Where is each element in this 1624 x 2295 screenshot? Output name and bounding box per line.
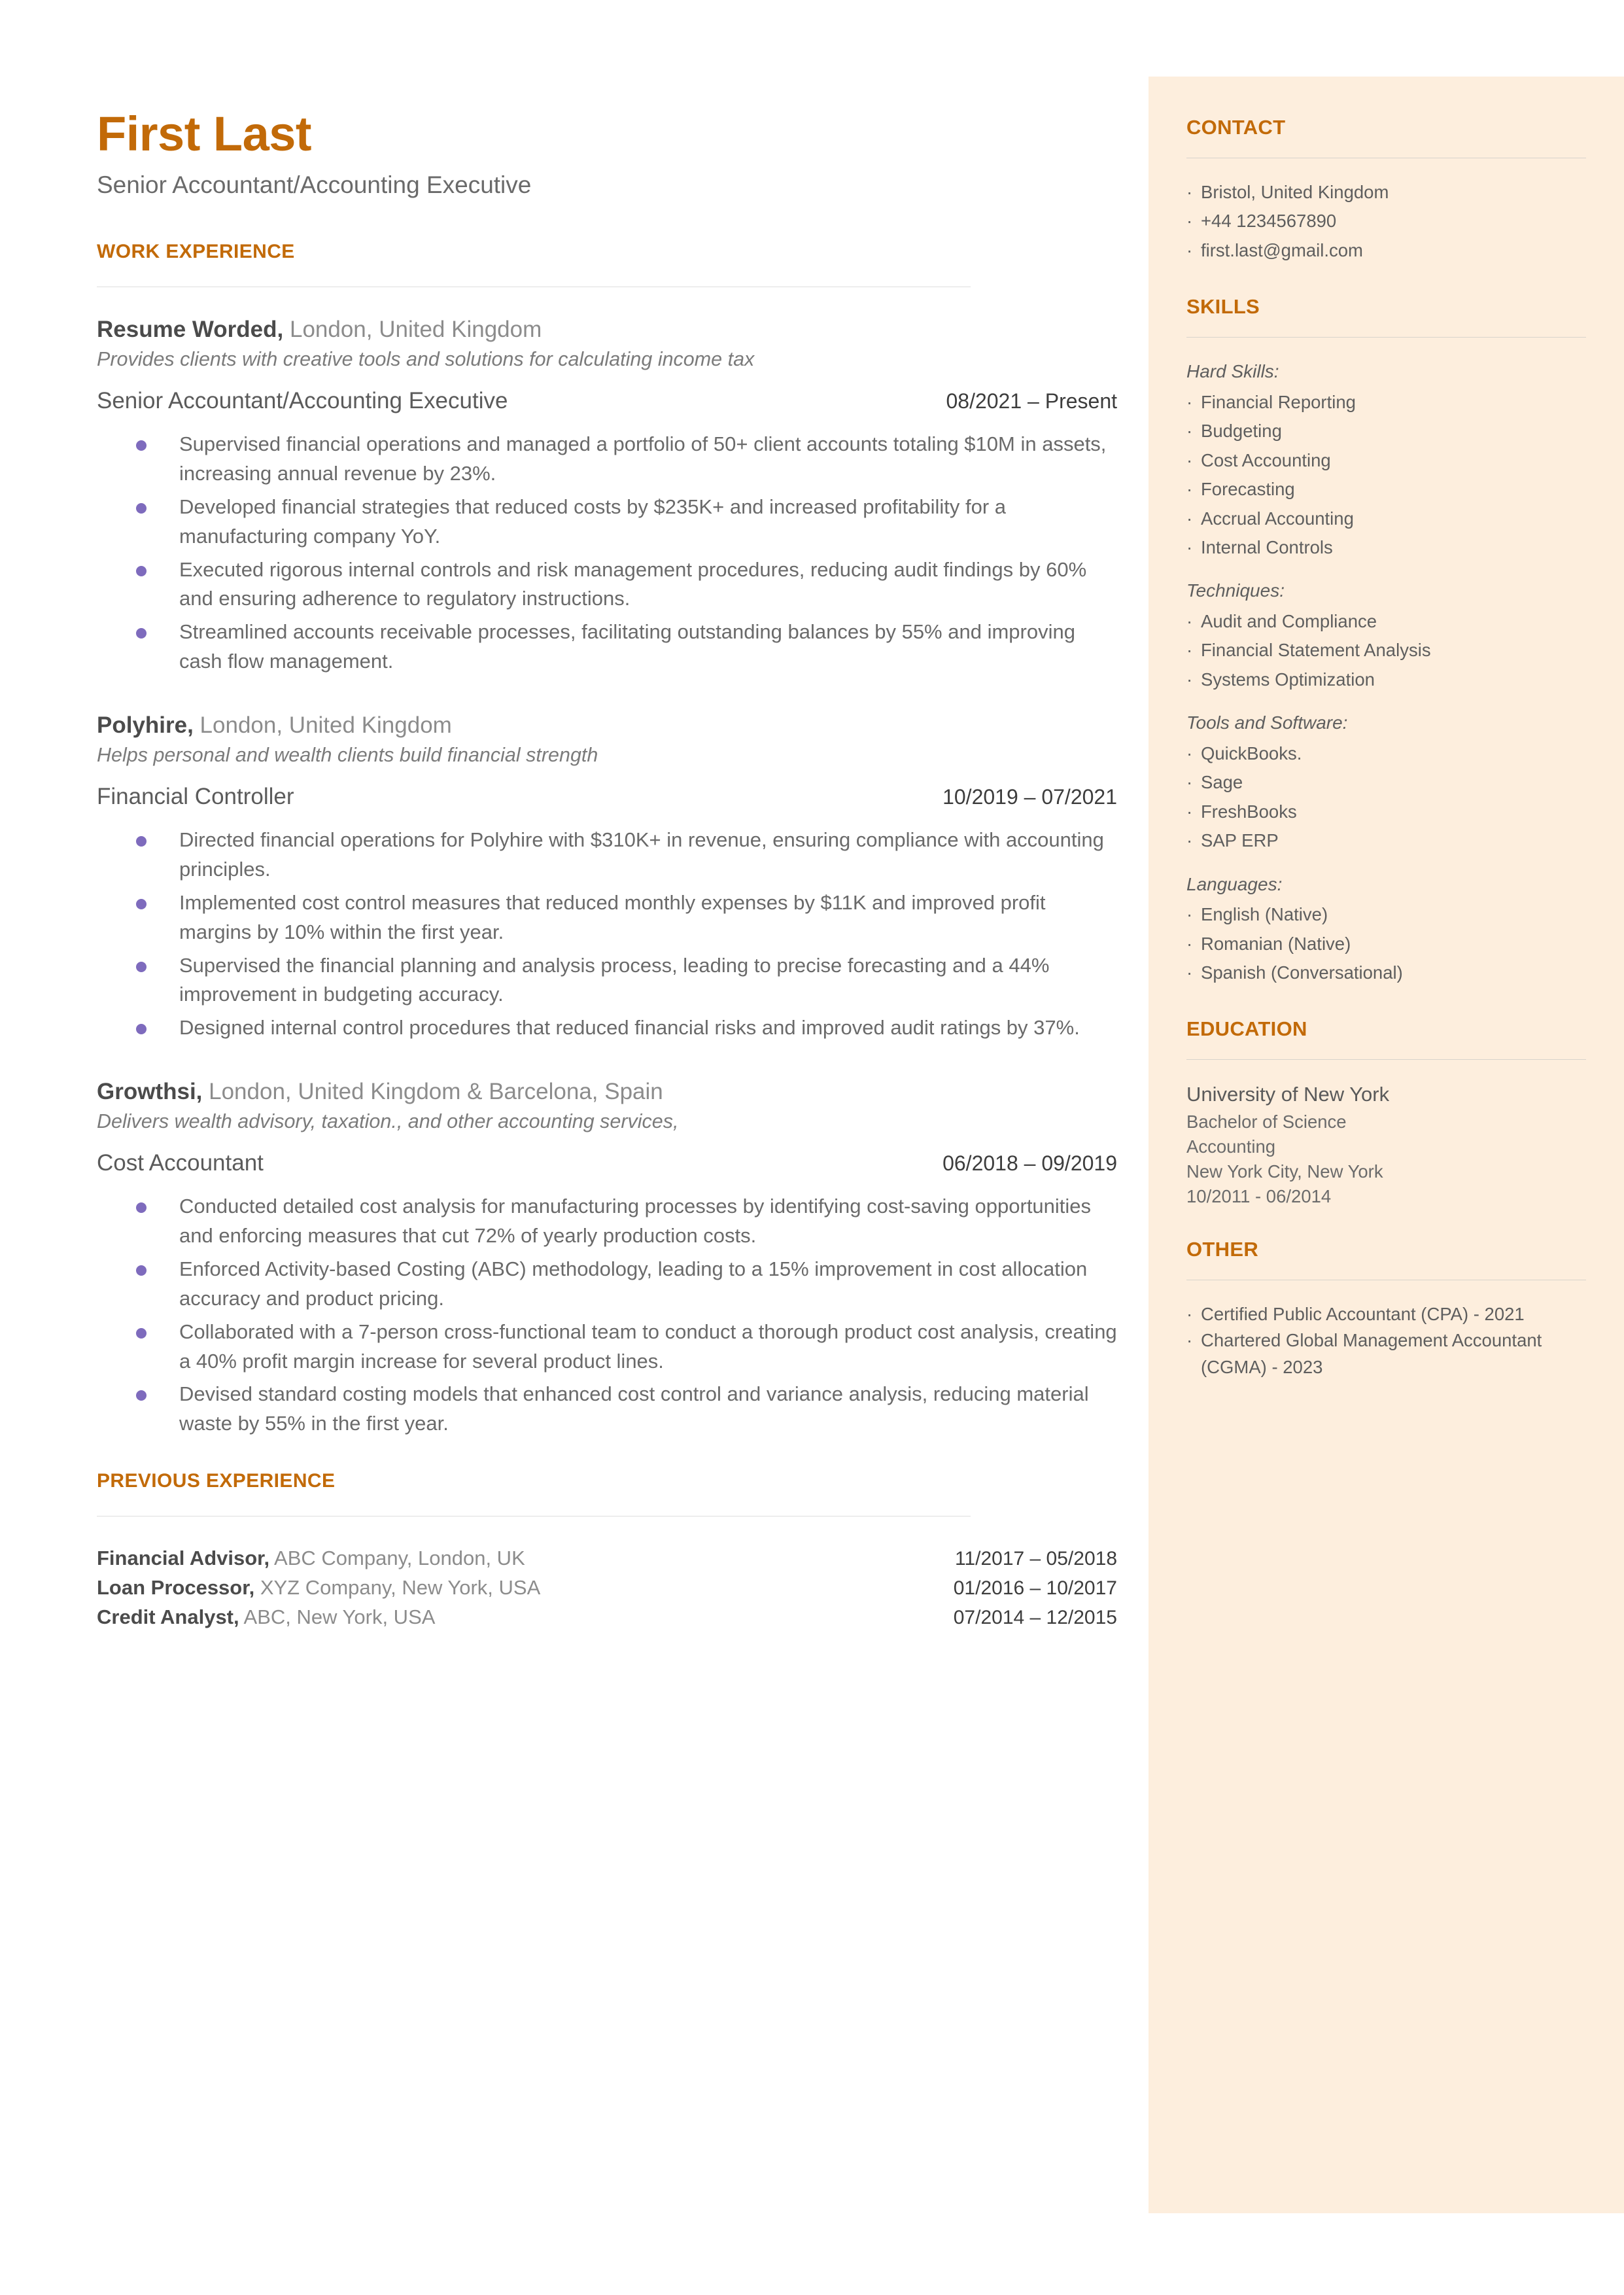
bullet-dot-icon: · — [1186, 640, 1193, 661]
list-item — [1186, 960, 1586, 986]
bullet-dot-icon: · — [1186, 182, 1193, 202]
bullet-dot-icon — [136, 1328, 147, 1339]
education-location: New York City, New York — [1186, 1161, 1383, 1182]
list-item — [97, 1318, 1117, 1376]
list-item — [1186, 476, 1586, 502]
previous-dates: 11/2017 – 05/2018 — [954, 1548, 1117, 1570]
skill-value: Accrual Accounting — [1201, 508, 1354, 529]
skill-value: Audit and Compliance — [1201, 610, 1377, 631]
skill-value: English (Native) — [1201, 904, 1328, 925]
skills-group-label: Hard Skills: — [1186, 361, 1279, 382]
role-dates: 06/2018 – 09/2019 — [942, 1151, 1117, 1176]
candidate-name: First Last — [97, 107, 312, 161]
previous-role: Credit Analyst, ABC, New York, USA — [97, 1605, 436, 1628]
certification-value: Chartered Global Management Accountant (CGMA) - 2023 — [1201, 1330, 1542, 1378]
education-degree: Bachelor of Science — [1186, 1111, 1347, 1132]
skill-value: Romanian (Native) — [1201, 933, 1351, 954]
list-item — [97, 951, 1117, 1010]
sidebar-divider — [1186, 337, 1586, 338]
role-title: Financial Controller — [97, 784, 294, 809]
work-experience-list — [97, 315, 1117, 1439]
bullet-dot-icon — [136, 503, 147, 514]
education-dates: 10/2011 - 06/2014 — [1186, 1185, 1332, 1206]
previous-dates: 01/2016 – 10/2017 — [953, 1577, 1117, 1599]
list-item — [97, 1380, 1117, 1439]
bullet-dot-icon: · — [1186, 421, 1193, 442]
skill-value: Sage — [1201, 772, 1243, 793]
bullet-dot-icon — [136, 1024, 147, 1034]
bullet-dot-icon: · — [1186, 449, 1193, 470]
list-item — [1186, 447, 1586, 474]
role-row — [97, 782, 1117, 811]
list-item — [97, 555, 1117, 614]
bullet-dot-icon: · — [1186, 743, 1193, 763]
candidate-headline: Senior Accountant/Accounting Executive — [97, 171, 532, 198]
sidebar-divider — [1186, 1059, 1586, 1060]
bullet-dot-icon: · — [1186, 904, 1193, 925]
bullet-dot-icon: · — [1186, 211, 1193, 232]
skill-value: QuickBooks. — [1201, 743, 1302, 763]
role-dates: 10/2019 – 07/2021 — [942, 785, 1117, 809]
previous-experience-list — [97, 1544, 1117, 1632]
skill-value: Forecasting — [1201, 479, 1295, 500]
list-item — [97, 826, 1117, 885]
list-item — [97, 888, 1117, 947]
bullet-dot-icon: · — [1186, 610, 1193, 631]
list-item — [97, 430, 1117, 489]
skill-value: FreshBooks — [1201, 801, 1297, 822]
bullet-dot-icon — [136, 1265, 147, 1276]
bullet-dot-icon: · — [1186, 479, 1193, 500]
role-row — [97, 1149, 1117, 1178]
certification-value: Certified Public Accountant (CPA) - 2021 — [1201, 1303, 1525, 1324]
skills-group-label: Languages: — [1186, 873, 1283, 894]
sidebar-heading-education: EDUCATION — [1186, 1017, 1307, 1041]
work-experience-entry — [97, 1077, 1117, 1439]
list-item — [97, 1255, 1117, 1314]
list-item — [1186, 799, 1586, 825]
list-item — [1186, 534, 1586, 561]
bullet-dot-icon — [136, 836, 147, 847]
table-row — [97, 1544, 1117, 1573]
section-heading-work-experience: WORK EXPERIENCE — [97, 241, 295, 263]
skills-group-label: Tools and Software: — [1186, 712, 1348, 733]
company-name: Polyhire, London, United Kingdom — [97, 712, 452, 739]
list-item — [1186, 418, 1586, 444]
company-name: Growthsi, London, United Kingdom & Barcelona, Spain — [97, 1079, 663, 1105]
list-item[interactable] — [1186, 237, 1586, 264]
bullet-dot-icon: · — [1186, 933, 1193, 954]
skill-value: SAP ERP — [1201, 830, 1279, 851]
skill-value: Financial Reporting — [1201, 391, 1356, 412]
education-school: University of New York — [1186, 1083, 1390, 1106]
list-item — [1186, 389, 1586, 415]
sidebar-heading-other: OTHER — [1186, 1237, 1258, 1261]
responsibility-text: Directed financial operations for Polyhire with $310K+ in revenue, ensuring compliance with accounting principles. — [179, 828, 1104, 881]
list-item — [1186, 608, 1586, 635]
bullet-dot-icon — [136, 1202, 147, 1213]
skill-value: Cost Accounting — [1201, 449, 1331, 470]
bullet-dot-icon: · — [1186, 508, 1193, 529]
section-heading-previous-experience: PREVIOUS EXPERIENCE — [97, 1470, 336, 1492]
responsibility-text: Supervised the financial planning and analysis process, leading to precise forecasting and a 44% improvement in budgeting accuracy. — [179, 953, 1050, 1006]
education-field: Accounting — [1186, 1136, 1276, 1157]
work-experience-entry — [97, 315, 1117, 676]
company-name: Resume Worded, London, United Kingdom — [97, 317, 542, 343]
contact-list — [1186, 179, 1586, 264]
skill-value: Budgeting — [1201, 421, 1282, 442]
bullet-dot-icon: · — [1186, 801, 1193, 822]
list-item — [1186, 1301, 1586, 1328]
bullet-dot-icon: · — [1186, 391, 1193, 412]
list-item — [1186, 769, 1586, 796]
contact-value: Bristol, United Kingdom — [1201, 182, 1389, 202]
bullet-dot-icon — [136, 962, 147, 972]
skill-value: Spanish (Conversational) — [1201, 962, 1403, 983]
responsibility-list — [97, 826, 1117, 1043]
list-item — [97, 618, 1117, 676]
sidebar-heading-contact: CONTACT — [1186, 116, 1286, 139]
role-row — [97, 387, 1117, 415]
responsibility-text: Executed rigorous internal controls and risk management procedures, reducing audit findings by 60% and ensuring adherence to regulatory instructions. — [179, 557, 1087, 610]
previous-dates: 07/2014 – 12/2015 — [953, 1606, 1117, 1628]
bullet-dot-icon: · — [1186, 1330, 1193, 1351]
skill-value: Internal Controls — [1201, 536, 1333, 557]
skills-group-label: Techniques: — [1186, 580, 1285, 601]
bullet-dot-icon: · — [1186, 239, 1193, 260]
previous-role: Loan Processor, XYZ Company, New York, USA — [97, 1575, 541, 1599]
list-item — [97, 1192, 1117, 1251]
bullet-dot-icon: · — [1186, 772, 1193, 793]
list-item — [1186, 828, 1586, 854]
list-item — [1186, 902, 1586, 928]
contact-value: +44 1234567890 — [1201, 211, 1337, 232]
list-item[interactable] — [1186, 208, 1586, 234]
company-tagline: Provides clients with creative tools and solutions for calculating income tax — [97, 347, 755, 370]
bullet-dot-icon — [136, 566, 147, 576]
responsibility-text: Developed financial strategies that reduced costs by $235K+ and increased profitability for a manufacturing company YoY. — [179, 495, 1007, 548]
list-item — [97, 1013, 1117, 1043]
role-title: Senior Accountant/Accounting Executive — [97, 388, 508, 413]
bullet-dot-icon: · — [1186, 536, 1193, 557]
bullet-dot-icon — [136, 1390, 147, 1401]
sidebar — [1149, 77, 1624, 2213]
skill-value: Financial Statement Analysis — [1201, 640, 1431, 661]
bullet-dot-icon: · — [1186, 669, 1193, 690]
list-item — [97, 493, 1117, 552]
list-item — [1186, 931, 1586, 957]
skills-list — [1186, 359, 1586, 986]
responsibility-text: Conducted detailed cost analysis for manufacturing processes by identifying cost-saving opportunities and enforcing measures that cut 72% of yearly production costs. — [179, 1194, 1092, 1247]
bullet-dot-icon: · — [1186, 830, 1193, 851]
role-title: Cost Accountant — [97, 1150, 264, 1176]
bullet-dot-icon — [136, 899, 147, 909]
responsibility-text: Implemented cost control measures that reduced monthly expenses by $11K and improved profit margins by 10% within the first year. — [179, 890, 1046, 943]
list-item[interactable] — [1186, 179, 1586, 205]
company-tagline: Delivers wealth advisory, taxation., and other accounting services, — [97, 1110, 679, 1132]
other-list — [1186, 1301, 1586, 1381]
main-column — [97, 0, 1117, 1632]
list-item — [1186, 506, 1586, 532]
role-dates: 08/2021 – Present — [946, 389, 1117, 413]
responsibility-text: Devised standard costing models that enhanced cost control and variance analysis, reducing material waste by 55% in the first year. — [179, 1382, 1089, 1435]
bullet-dot-icon — [136, 628, 147, 639]
work-experience-entry — [97, 710, 1117, 1043]
responsibility-text: Supervised financial operations and managed a portfolio of 50+ client accounts totaling $10M in assets, increasing annual revenue by 23%. — [179, 432, 1107, 485]
bullet-dot-icon: · — [1186, 1303, 1193, 1324]
responsibility-text: Enforced Activity-based Costing (ABC) methodology, leading to a 15% improvement in cost allocation accuracy and product pricing. — [179, 1257, 1088, 1310]
list-item — [1186, 667, 1586, 693]
list-item — [1186, 1327, 1586, 1380]
list-item — [1186, 741, 1586, 767]
table-row — [97, 1573, 1117, 1603]
responsibility-text: Streamlined accounts receivable processes, facilitating outstanding balances by 55% and improving cash flow management. — [179, 620, 1075, 673]
bullet-dot-icon — [136, 440, 147, 451]
sidebar-heading-skills: SKILLS — [1186, 295, 1260, 319]
responsibility-text: Collaborated with a 7-person cross-functional team to conduct a thorough product cost analysis, creating a 40% profit margin increase for several product lines. — [179, 1320, 1117, 1373]
responsibility-list — [97, 430, 1117, 677]
list-item — [1186, 637, 1586, 663]
responsibility-list — [97, 1192, 1117, 1439]
table-row — [97, 1603, 1117, 1632]
contact-value: first.last@gmail.com — [1201, 239, 1363, 260]
responsibility-text: Designed internal control procedures that reduced financial risks and improved audit ratings by 37%. — [179, 1016, 1080, 1040]
skill-value: Systems Optimization — [1201, 669, 1375, 690]
previous-role: Financial Advisor, ABC Company, London, UK — [97, 1547, 525, 1570]
company-tagline: Helps personal and wealth clients build financial strength — [97, 743, 598, 766]
bullet-dot-icon: · — [1186, 962, 1193, 983]
